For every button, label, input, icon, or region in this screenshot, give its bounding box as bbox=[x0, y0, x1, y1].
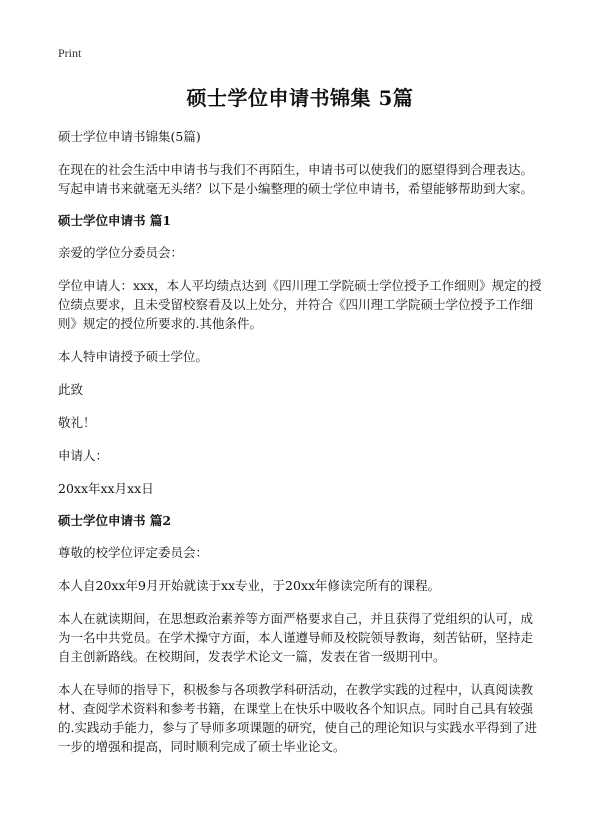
intro-paragraph: 在现在的社会生活中申请书与我们不再陌生，申请书可以使我们的愿望得到合理表达。写起申请书来就毫无头绪？以下是小编整理的硕士学位申请书，希望能够帮助到大家。 bbox=[58, 162, 534, 196]
date-line: 20xx年xx月xx日 bbox=[58, 481, 154, 496]
print-label: Print bbox=[58, 46, 82, 60]
section-heading-2: 硕士学位申请书 篇2 bbox=[58, 513, 172, 528]
document-title: 硕士学位申请书锦集 5篇 bbox=[186, 86, 414, 110]
body-paragraph: 本人在导师的指导下，积极参与各项教学科研活动，在教学实践的过程中，认真阅读教材、查阅学术资料和参考书籍，在课堂上在快乐中吸收各个知识点。同时自己具有较强的.实践动手能力，参与了导师多项课题的研究，使自己的理论知识与实践水平得到了进一步的增强和提高，同时顺利完成了硕士毕业论文。 bbox=[58, 682, 537, 754]
body-paragraph: 本人特申请授予硕士学位。 bbox=[58, 349, 209, 364]
applicant-label: 申请人： bbox=[58, 448, 109, 463]
salutation-2: 尊敬的校学位评定委员会： bbox=[58, 545, 209, 560]
closing-line: 此致 bbox=[58, 382, 84, 397]
salutation-1: 亲爱的学位分委员会： bbox=[58, 245, 184, 260]
closing-line: 敬礼！ bbox=[58, 415, 96, 430]
body-paragraph: 学位申请人：xxx，本人平均绩点达到《四川理工学院硕士学位授予工作细则》规定的授位绩点要求，且未受留校察看及以上处分，并符合《四川理工学院硕士学位授予工作细则》规定的授位所要求的.其他条件。 bbox=[58, 278, 542, 331]
section-heading-1: 硕士学位申请书 篇1 bbox=[58, 213, 172, 228]
document-subtitle: 硕士学位申请书锦集(5篇) bbox=[58, 129, 201, 144]
body-paragraph: 本人自20xx年9月开始就读于xx专业，于20xx年修读完所有的课程。 bbox=[58, 578, 441, 593]
body-paragraph: 本人在就读期间，在思想政治素养等方面严格要求自己，并且获得了党组织的认可，成为一名中共党员。在学术操守方面，本人谨遵导师及校院领导教诲，刻苦钻研，坚持走自主创新路线。在校期间，发表学术论文一篇，发表在省一级期刊中。 bbox=[58, 611, 534, 664]
